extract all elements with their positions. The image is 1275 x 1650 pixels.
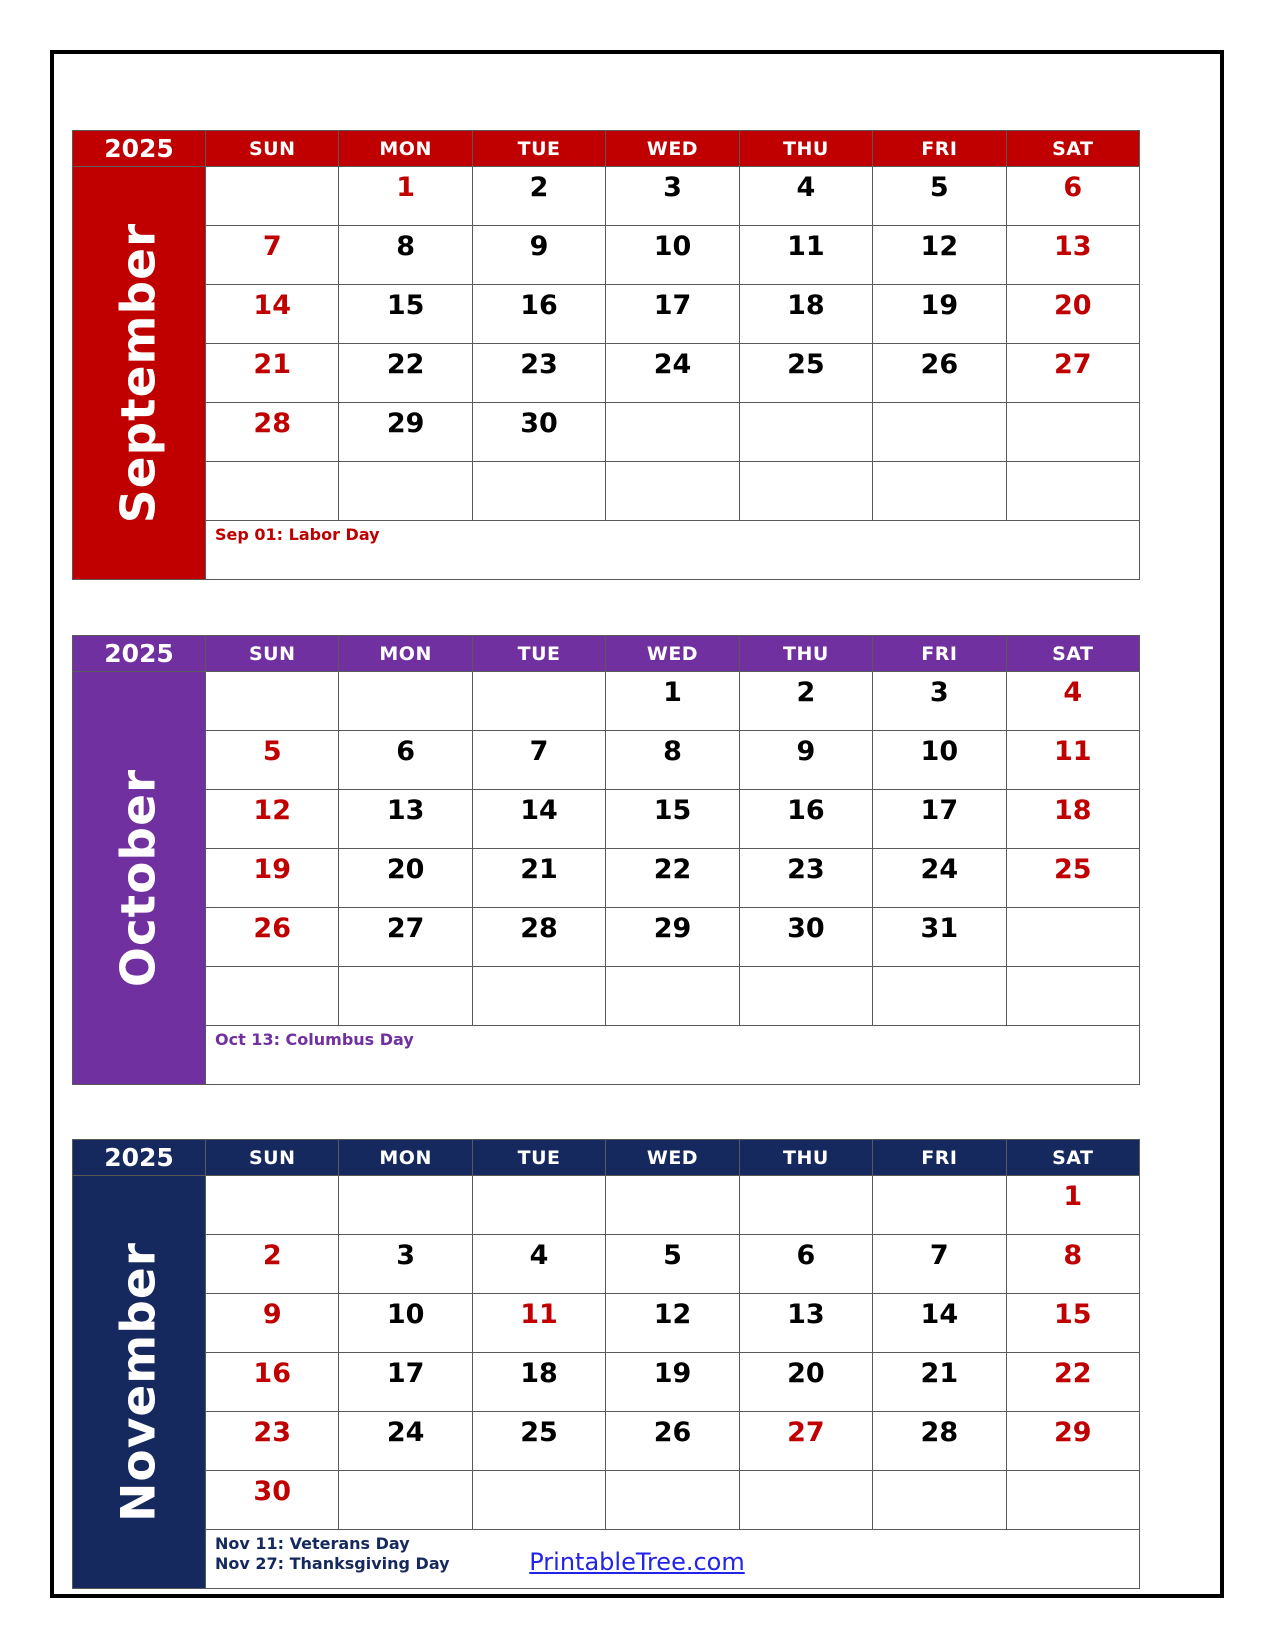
date-cell: 9 bbox=[472, 226, 605, 285]
day-header-sun: SUN bbox=[206, 636, 339, 672]
empty-date-cell bbox=[873, 1471, 1006, 1530]
date-cell: 5 bbox=[206, 731, 339, 790]
date-cell: 7 bbox=[873, 1235, 1006, 1294]
date-cell: 28 bbox=[472, 908, 605, 967]
empty-date-cell bbox=[739, 462, 872, 521]
calendar-header-row bbox=[73, 636, 1140, 672]
date-cell: 23 bbox=[206, 1412, 339, 1471]
week-row bbox=[73, 1294, 1140, 1353]
date-cell: 19 bbox=[873, 285, 1006, 344]
month-label: November bbox=[111, 1242, 167, 1522]
date-cell: 15 bbox=[339, 285, 472, 344]
date-cell: 18 bbox=[739, 285, 872, 344]
week-row bbox=[73, 403, 1140, 462]
day-header-tue: TUE bbox=[472, 636, 605, 672]
date-cell: 9 bbox=[739, 731, 872, 790]
date-cell: 6 bbox=[1006, 167, 1139, 226]
date-cell: 30 bbox=[206, 1471, 339, 1530]
day-header-thu: THU bbox=[739, 1140, 872, 1176]
week-row bbox=[73, 462, 1140, 521]
date-cell: 30 bbox=[472, 403, 605, 462]
day-header-wed: WED bbox=[606, 636, 739, 672]
date-cell: 15 bbox=[1006, 1294, 1139, 1353]
empty-date-cell bbox=[606, 1176, 739, 1235]
printabletree-link[interactable]: PrintableTree.com bbox=[529, 1548, 745, 1576]
date-cell: 7 bbox=[206, 226, 339, 285]
empty-date-cell bbox=[339, 462, 472, 521]
week-row bbox=[73, 672, 1140, 731]
day-header-sat: SAT bbox=[1006, 131, 1139, 167]
date-cell: 10 bbox=[873, 731, 1006, 790]
date-cell: 16 bbox=[472, 285, 605, 344]
date-cell: 12 bbox=[606, 1294, 739, 1353]
date-cell: 10 bbox=[606, 226, 739, 285]
empty-date-cell bbox=[606, 967, 739, 1026]
empty-date-cell bbox=[339, 967, 472, 1026]
date-cell: 31 bbox=[873, 908, 1006, 967]
date-cell: 5 bbox=[873, 167, 1006, 226]
date-cell: 1 bbox=[606, 672, 739, 731]
date-cell: 4 bbox=[472, 1235, 605, 1294]
week-row bbox=[73, 849, 1140, 908]
date-cell: 15 bbox=[606, 790, 739, 849]
week-row bbox=[73, 285, 1140, 344]
date-cell: 14 bbox=[206, 285, 339, 344]
holiday-note: Nov 27: Thanksgiving Day bbox=[215, 1554, 450, 1573]
empty-date-cell bbox=[739, 967, 872, 1026]
date-cell: 1 bbox=[339, 167, 472, 226]
date-cell: 6 bbox=[339, 731, 472, 790]
date-cell: 1 bbox=[1006, 1176, 1139, 1235]
date-cell: 21 bbox=[206, 344, 339, 403]
date-cell: 13 bbox=[1006, 226, 1139, 285]
day-header-fri: FRI bbox=[873, 636, 1006, 672]
date-cell: 7 bbox=[472, 731, 605, 790]
date-cell: 3 bbox=[873, 672, 1006, 731]
date-cell: 6 bbox=[739, 1235, 872, 1294]
empty-date-cell bbox=[873, 967, 1006, 1026]
date-cell: 14 bbox=[873, 1294, 1006, 1353]
date-cell: 18 bbox=[472, 1353, 605, 1412]
day-header-tue: TUE bbox=[472, 131, 605, 167]
date-cell: 2 bbox=[206, 1235, 339, 1294]
day-header-fri: FRI bbox=[873, 131, 1006, 167]
date-cell: 22 bbox=[1006, 1353, 1139, 1412]
date-cell: 19 bbox=[606, 1353, 739, 1412]
empty-date-cell bbox=[873, 403, 1006, 462]
week-row bbox=[73, 226, 1140, 285]
date-cell: 8 bbox=[339, 226, 472, 285]
date-cell: 10 bbox=[339, 1294, 472, 1353]
empty-date-cell bbox=[606, 462, 739, 521]
week-row bbox=[73, 908, 1140, 967]
empty-date-cell bbox=[1006, 403, 1139, 462]
date-cell: 18 bbox=[1006, 790, 1139, 849]
date-cell: 20 bbox=[339, 849, 472, 908]
week-row bbox=[73, 344, 1140, 403]
date-cell: 21 bbox=[873, 1353, 1006, 1412]
week-row bbox=[73, 167, 1140, 226]
day-header-sun: SUN bbox=[206, 131, 339, 167]
date-cell: 29 bbox=[606, 908, 739, 967]
date-cell: 29 bbox=[339, 403, 472, 462]
week-row bbox=[73, 790, 1140, 849]
week-row bbox=[73, 967, 1140, 1026]
date-cell: 27 bbox=[1006, 344, 1139, 403]
date-cell: 5 bbox=[606, 1235, 739, 1294]
day-header-thu: THU bbox=[739, 636, 872, 672]
date-cell: 3 bbox=[339, 1235, 472, 1294]
date-cell: 17 bbox=[339, 1353, 472, 1412]
day-header-sun: SUN bbox=[206, 1140, 339, 1176]
holiday-note-row bbox=[73, 1026, 1140, 1085]
page-border bbox=[50, 50, 1224, 1598]
date-cell: 4 bbox=[739, 167, 872, 226]
date-cell: 13 bbox=[339, 790, 472, 849]
day-header-tue: TUE bbox=[472, 1140, 605, 1176]
date-cell: 20 bbox=[739, 1353, 872, 1412]
empty-date-cell bbox=[739, 403, 872, 462]
date-cell: 23 bbox=[472, 344, 605, 403]
date-cell: 25 bbox=[739, 344, 872, 403]
holiday-note: Oct 13: Columbus Day bbox=[215, 1030, 414, 1049]
day-header-thu: THU bbox=[739, 131, 872, 167]
empty-date-cell bbox=[339, 672, 472, 731]
date-cell: 22 bbox=[339, 344, 472, 403]
empty-date-cell bbox=[472, 1176, 605, 1235]
holiday-notes bbox=[206, 521, 1140, 580]
date-cell: 23 bbox=[739, 849, 872, 908]
month-label: September bbox=[111, 222, 167, 524]
date-cell: 24 bbox=[873, 849, 1006, 908]
date-cell: 29 bbox=[1006, 1412, 1139, 1471]
day-header-sat: SAT bbox=[1006, 1140, 1139, 1176]
date-cell: 27 bbox=[739, 1412, 872, 1471]
day-header-mon: MON bbox=[339, 131, 472, 167]
holiday-note: Nov 11: Veterans Day bbox=[215, 1534, 410, 1553]
date-cell: 11 bbox=[739, 226, 872, 285]
empty-date-cell bbox=[1006, 908, 1139, 967]
calendar-november bbox=[72, 1139, 1140, 1589]
date-cell: 4 bbox=[1006, 672, 1139, 731]
date-cell: 19 bbox=[206, 849, 339, 908]
week-row bbox=[73, 1176, 1140, 1235]
date-cell: 13 bbox=[739, 1294, 872, 1353]
holiday-notes bbox=[206, 1026, 1140, 1085]
holiday-note: Sep 01: Labor Day bbox=[215, 525, 380, 544]
date-cell: 24 bbox=[606, 344, 739, 403]
month-band bbox=[73, 1176, 206, 1589]
empty-date-cell bbox=[606, 1471, 739, 1530]
calendar-october bbox=[72, 635, 1140, 1085]
empty-date-cell bbox=[739, 1471, 872, 1530]
day-header-sat: SAT bbox=[1006, 636, 1139, 672]
date-cell: 28 bbox=[206, 403, 339, 462]
calendar-header-row bbox=[73, 131, 1140, 167]
year-label: 2025 bbox=[73, 1140, 206, 1176]
date-cell: 22 bbox=[606, 849, 739, 908]
date-cell: 8 bbox=[1006, 1235, 1139, 1294]
month-band bbox=[73, 672, 206, 1085]
empty-date-cell bbox=[739, 1176, 872, 1235]
empty-date-cell bbox=[206, 167, 339, 226]
date-cell: 12 bbox=[206, 790, 339, 849]
date-cell: 17 bbox=[606, 285, 739, 344]
date-cell: 11 bbox=[1006, 731, 1139, 790]
date-cell: 27 bbox=[339, 908, 472, 967]
empty-date-cell bbox=[472, 462, 605, 521]
day-header-wed: WED bbox=[606, 131, 739, 167]
month-label: October bbox=[111, 768, 167, 988]
empty-date-cell bbox=[206, 1176, 339, 1235]
empty-date-cell bbox=[472, 672, 605, 731]
year-label: 2025 bbox=[73, 636, 206, 672]
date-cell: 21 bbox=[472, 849, 605, 908]
calendar-header-row bbox=[73, 1140, 1140, 1176]
year-label: 2025 bbox=[73, 131, 206, 167]
empty-date-cell bbox=[339, 1471, 472, 1530]
empty-date-cell bbox=[206, 462, 339, 521]
week-row bbox=[73, 1235, 1140, 1294]
date-cell: 12 bbox=[873, 226, 1006, 285]
date-cell: 17 bbox=[873, 790, 1006, 849]
date-cell: 26 bbox=[873, 344, 1006, 403]
day-header-wed: WED bbox=[606, 1140, 739, 1176]
date-cell: 14 bbox=[472, 790, 605, 849]
week-row bbox=[73, 1353, 1140, 1412]
date-cell: 3 bbox=[606, 167, 739, 226]
empty-date-cell bbox=[1006, 967, 1139, 1026]
date-cell: 25 bbox=[472, 1412, 605, 1471]
week-row bbox=[73, 1412, 1140, 1471]
date-cell: 26 bbox=[206, 908, 339, 967]
date-cell: 28 bbox=[873, 1412, 1006, 1471]
date-cell: 16 bbox=[739, 790, 872, 849]
month-band bbox=[73, 167, 206, 580]
date-cell: 24 bbox=[339, 1412, 472, 1471]
empty-date-cell bbox=[206, 967, 339, 1026]
date-cell: 25 bbox=[1006, 849, 1139, 908]
date-cell: 20 bbox=[1006, 285, 1139, 344]
holiday-note-row bbox=[73, 521, 1140, 580]
empty-date-cell bbox=[873, 462, 1006, 521]
page-footer bbox=[54, 1548, 1220, 1576]
empty-date-cell bbox=[206, 672, 339, 731]
date-cell: 11 bbox=[472, 1294, 605, 1353]
date-cell: 2 bbox=[739, 672, 872, 731]
empty-date-cell bbox=[1006, 1471, 1139, 1530]
day-header-mon: MON bbox=[339, 636, 472, 672]
week-row bbox=[73, 731, 1140, 790]
day-header-fri: FRI bbox=[873, 1140, 1006, 1176]
empty-date-cell bbox=[472, 967, 605, 1026]
calendar-september bbox=[72, 130, 1140, 580]
empty-date-cell bbox=[606, 403, 739, 462]
date-cell: 8 bbox=[606, 731, 739, 790]
day-header-mon: MON bbox=[339, 1140, 472, 1176]
week-row bbox=[73, 1471, 1140, 1530]
date-cell: 9 bbox=[206, 1294, 339, 1353]
empty-date-cell bbox=[1006, 462, 1139, 521]
date-cell: 26 bbox=[606, 1412, 739, 1471]
date-cell: 16 bbox=[206, 1353, 339, 1412]
date-cell: 2 bbox=[472, 167, 605, 226]
empty-date-cell bbox=[873, 1176, 1006, 1235]
empty-date-cell bbox=[339, 1176, 472, 1235]
empty-date-cell bbox=[472, 1471, 605, 1530]
date-cell: 30 bbox=[739, 908, 872, 967]
